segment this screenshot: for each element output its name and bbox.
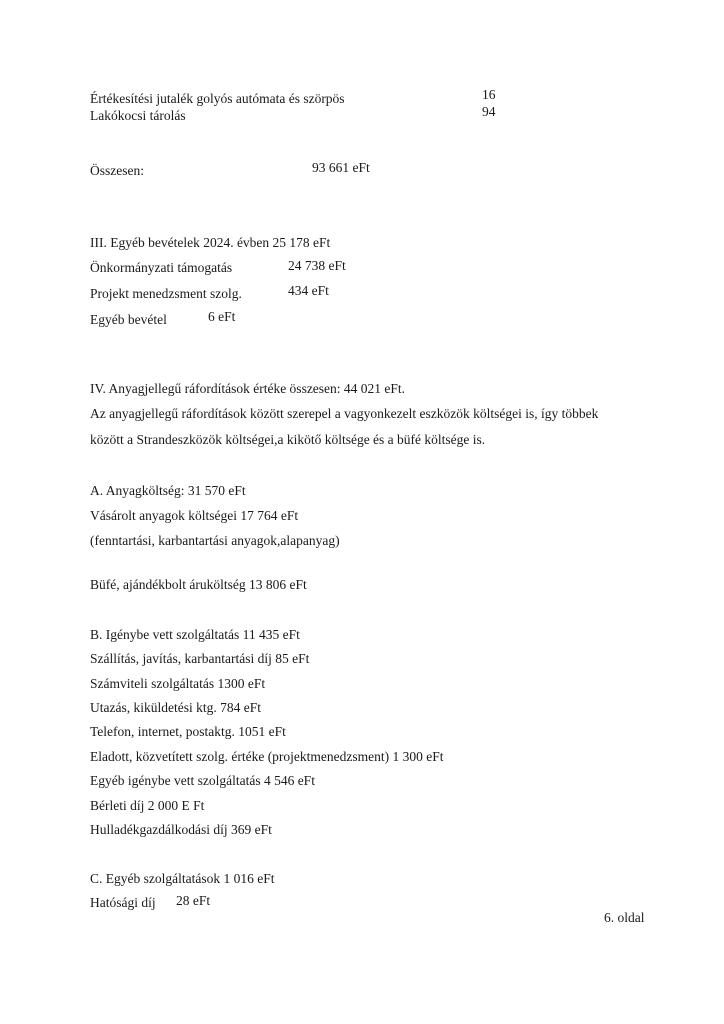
page-number: 6. oldal	[604, 910, 645, 925]
section3-row-label: Egyéb bevétel	[90, 312, 167, 327]
top-item-label: Értékesítési jutalék golyós autómata és szörpös	[90, 91, 345, 106]
top-item-value: 16	[482, 87, 496, 102]
sectionB-line: Hulladékgazdálkodási díj 369 eFt	[90, 822, 272, 837]
sectionA-line: Vásárolt anyagok költségei 17 764 eFt	[90, 508, 299, 523]
sectionC-line-label: Hatósági díj	[90, 895, 156, 910]
total-value: 93 661 eFt	[312, 160, 370, 175]
section3-row-value: 6 eFt	[208, 309, 236, 324]
sectionC-line-value: 28 eFt	[176, 893, 211, 908]
sectionB-line: Számviteli szolgáltatás 1300 eFt	[90, 676, 266, 691]
section3-row-label: Projekt menedzsment szolg.	[90, 286, 242, 301]
top-item-label: Lakókocsi tárolás	[90, 108, 186, 123]
sectionB-heading: B. Igénybe vett szolgáltatás 11 435 eFt	[90, 627, 300, 642]
total-label: Összesen:	[90, 163, 144, 178]
sectionB-line: Eladott, közvetített szolg. értéke (projektmenedzsment) 1 300 eFt	[90, 749, 444, 764]
section4-heading: IV. Anyagjellegű ráfordítások értéke összesen: 44 021 eFt.	[90, 381, 406, 396]
section4-paragraph-line: között a Strandeszközök költségei,a kikötő költsége és a büfé költsége is.	[90, 432, 486, 447]
sectionA-line: Büfé, ajándékbolt áruköltség 13 806 eFt	[90, 577, 307, 592]
section3-row-label: Önkormányzati támogatás	[90, 260, 233, 275]
sectionB-line: Szállítás, javítás, karbantartási díj 85 eFt	[90, 651, 310, 666]
sectionB-line: Egyéb igénybe vett szolgáltatás 4 546 eFt	[90, 773, 315, 788]
section3-row-value: 24 738 eFt	[288, 258, 346, 273]
section3-row-value: 434 eFt	[288, 283, 329, 298]
sectionA-heading: A. Anyagköltség: 31 570 eFt	[90, 483, 246, 498]
sectionB-line: Telefon, internet, postaktg. 1051 eFt	[90, 724, 286, 739]
top-item-value: 94	[482, 104, 496, 119]
section4-paragraph-line: Az anyagjellegű ráfordítások között szerepel a vagyonkezelt eszközök költségei is, így többek	[90, 406, 599, 421]
sectionB-line: Bérleti díj 2 000 E Ft	[90, 798, 205, 813]
sectionB-line: Utazás, kiküldetési ktg. 784 eFt	[90, 700, 261, 715]
sectionC-heading: C. Egyéb szolgáltatások 1 016 eFt	[90, 871, 275, 886]
section3-heading: III. Egyéb bevételek 2024. évben 25 178 eFt	[90, 235, 331, 250]
sectionA-line: (fenntartási, karbantartási anyagok,alapanyag)	[90, 533, 340, 548]
